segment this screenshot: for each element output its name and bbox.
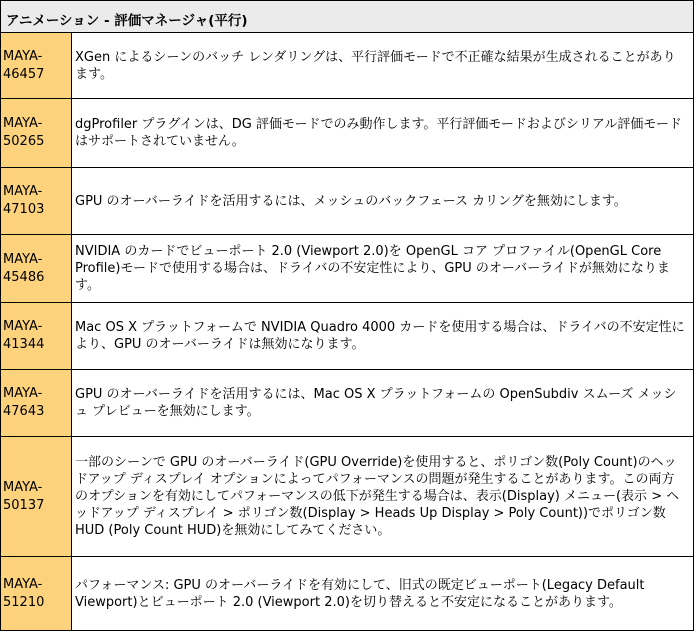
issue-id: MAYA-47643 [3, 386, 45, 419]
issue-id-cell [1, 33, 72, 98]
issue-id: MAYA-51210 [3, 576, 45, 610]
table-row [1, 235, 693, 303]
table-row [1, 437, 693, 557]
issue-description: NVIDIA のカードでビューポート 2.0 (Viewport 2.0)を OpenGL コア プロファイル(OpenGL Core Profile)モードで使用する場合は、ドライバの不安定性により、GPU のオーバーライドが無効になります。 [75, 244, 670, 293]
issue-description: dgProfiler プラグインは、DG 評価モードでのみ動作します。平行評価モードおよびシリアル評価モードはサポートされていません。 [75, 117, 682, 149]
issue-description: XGen によるシーンのバッチ レンダリングは、平行評価モードで不正確な結果が生成されることがあります。 [75, 49, 676, 82]
issue-description-cell [72, 33, 693, 98]
issue-id-cell [1, 303, 72, 369]
issue-id-cell [1, 235, 72, 302]
issue-description-cell [72, 235, 693, 302]
section-title: アニメーション - 評価マネージャ(平行) [6, 13, 248, 29]
table-header [1, 1, 693, 33]
table-row [1, 168, 693, 235]
issue-description: Mac OS X プラットフォームで NVIDIA Quadro 4000 カードを使用する場合は、ドライバの不安定性により、GPU のオーバーライドは無効になります。 [75, 320, 685, 352]
issue-description: GPU のオーバーライドを活用するには、Mac OS X プラットフォームの OpenSubdiv スムーズ メッシュ プレビューを無効にします。 [75, 387, 677, 419]
table-row [1, 557, 693, 630]
table-row [1, 33, 693, 99]
issue-id-cell [1, 557, 72, 630]
table-row [1, 303, 693, 370]
issue-description: 一部のシーンで GPU のオーバーライド(GPU Override)を使用すると、ポリゴン数(Poly Count)のヘッドアップ ディスプレイ オプションによってパフォーマンスの問題が発生することがあります。この両方のオプションを有効にしてパフォーマンスの低下が発生する場合は、表示(Display) メニュー(表示 > ヘッドアップ ディスプレイ > ポリゴン数(Display > Heads Up Display > Poly Count))でポリゴン数 HUD (Poly Count HUD)を無効にしてみてください。 [75, 455, 680, 538]
issue-description-cell [72, 303, 693, 369]
issue-id: MAYA-50137 [3, 479, 45, 513]
issue-id: MAYA-50265 [3, 116, 45, 149]
issue-id: MAYA-41344 [3, 319, 45, 352]
issue-id-cell [1, 437, 72, 556]
issue-id-cell [1, 99, 72, 167]
issue-id: MAYA-46457 [3, 48, 45, 82]
issue-description-cell [72, 99, 693, 167]
issue-description-cell [72, 557, 693, 630]
issue-id: MAYA-45486 [3, 251, 45, 285]
issue-description-cell [72, 370, 693, 436]
table-row [1, 370, 693, 437]
issue-description-cell [72, 168, 693, 234]
issue-description-cell [72, 437, 693, 556]
issue-id-cell [1, 168, 72, 234]
issue-id-cell [1, 370, 72, 436]
issue-description: パフォーマンス: GPU のオーバーライドを有効にして、旧式の既定ビューポート(Legacy Default Viewport)とビューポート 2.0 (Viewport 2.0)を切り替えると不安定になることがあります。 [75, 577, 645, 610]
issue-description: GPU のオーバーライドを活用するには、メッシュのバックフェース カリングを無効にします。 [75, 193, 627, 209]
table-row [1, 99, 693, 168]
issue-id: MAYA-47103 [3, 184, 45, 217]
